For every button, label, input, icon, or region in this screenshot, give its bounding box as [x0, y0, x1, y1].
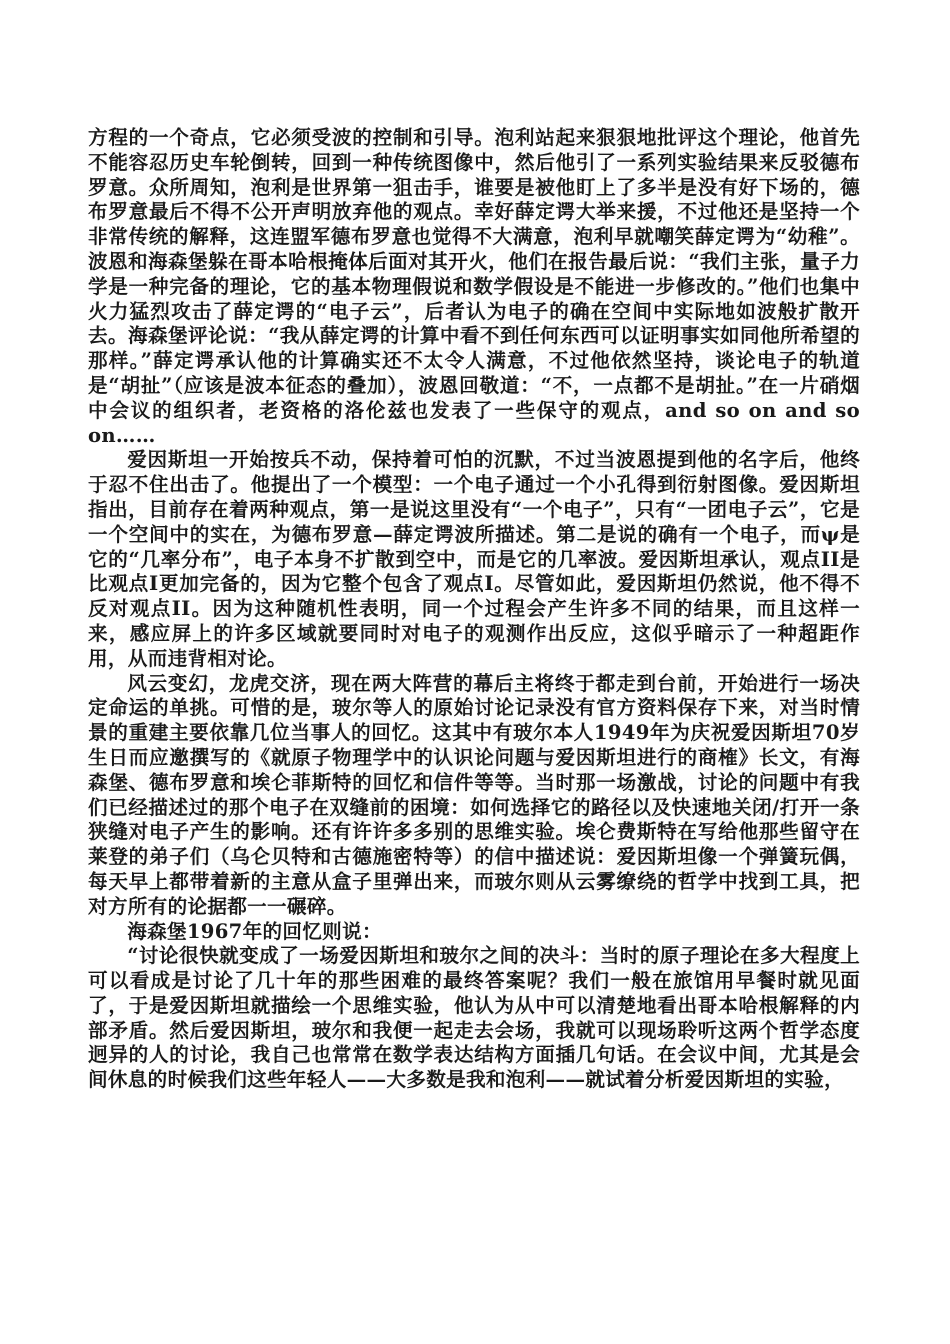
paragraph-1: 方程的一个奇点，它必须受波的控制和引导。泡利站起来狠狠地批评这个理论，他首先不能容忍历史车轮倒转，回到一种传统图像中，然后他引了一系列实验结果来反驳德布罗意。众所周知，泡利是世界第一狙击手，谁要是被他盯上了多半是没有好下场的，德布罗意最后不得不公开声明放弃他的观点。幸好薛定谔大举来援，不过他还是坚持一个非常传统的解释，这连盟军德布罗意也觉得不大满意，泡利早就嘲笑薛定谔为“幼稚”。波恩和海森堡躲在哥本哈根掩体后面对其开火，他们在报告最后说：“我们主张，量子力学是一种完备的理论，它的基本物理假说和数学假设是不能进一步修改的。”他们也集中火力猛烈攻击了薛定谔的“电子云”，后者认为电子的确在空间中实际地如波般扩散开去。海森堡评论说：“我从薛定谔的计算中看不到任何东西可以证明事实如同他所希望的那样。”薛定谔承认他的计算确实还不太令人满意，不过他依然坚持，谈论电子的轨道是“胡扯”（应该是波本征态的叠加），波恩回敬道：“不，一点都不是胡扯。”在一片硝烟中会议的组织者，老资格的洛伦兹也发表了一些保守的观点，and so on and so on…… [88, 126, 860, 447]
paragraph-3: 风云变幻，龙虎交济，现在两大阵营的幕后主将终于都走到台前，开始进行一场决定命运的单挑。可惜的是，玻尔等人的原始讨论记录没有官方资料保存下来，对当时情景的重建主要依靠几位当事人的回忆。这其中有玻尔本人1949年为庆祝爱因斯坦70岁生日而应邀撰写的《就原子物理学中的认识论问题与爱因斯坦进行的商榷》长文，有海森堡、德布罗意和埃仑菲斯特的回忆和信件等等。当时那一场激战，讨论的问题中有我们已经描述过的那个电子在双缝前的困境：如何选择它的路径以及快速地关闭/打开一条狭缝对电子产生的影响。还有许许多多别的思维实验。埃仑费斯特在写给他那些留守在莱登的弟子们（乌仑贝特和古德施密特等）的信中描述说：爱因斯坦像一个弹簧玩偶，每天早上都带着新的主意从盒子里弹出来，而玻尔则从云雾缭绕的哲学中找到工具，把对方所有的论据都一一碾碎。 [88, 671, 860, 918]
paragraph-4: 海森堡1967年的回忆则说： [127, 919, 382, 943]
document-page [88, 126, 860, 1093]
paragraph-2: 爱因斯坦一开始按兵不动，保持着可怕的沉默，不过当波恩提到他的名字后，他终于忍不住出击了。他提出了一个模型：一个电子通过一个小孔得到衍射图像。爱因斯坦指出，目前存在着两种观点，第一是说这里没有“一个电子”，只有“一团电子云”，它是一个空间中的实在，为德布罗意—薛定谔波所描述。第二是说的确有一个电子，而ψ是它的“几率分布”，电子本身不扩散到空中，而是它的几率波。爱因斯坦承认，观点II是比观点I更加完备的，因为它整个包含了观点I。尽管如此，爱因斯坦仍然说，他不得不反对观点II。因为这种随机性表明，同一个过程会产生许多不同的结果，而且这样一来，感应屏上的许多区域就要同时对电子的观测作出反应，这似乎暗示了一种超距作用，从而违背相对论。 [88, 448, 860, 670]
paragraph-5: “讨论很快就变成了一场爱因斯坦和玻尔之间的决斗：当时的原子理论在多大程度上可以看成是讨论了几十年的那些困难的最终答案呢？我们一般在旅馆用早餐时就见面了，于是爱因斯坦就描绘一个思维实验，他认为从中可以清楚地看出哥本哈根解释的内部矛盾。然后爱因斯坦，玻尔和我便一起走去会场，我就可以现场聆听这两个哲学态度迥异的人的讨论，我自己也常常在数学表达结构方面插几句话。在会议中间，尤其是会间休息的时候我们这些年轻人——大多数是我和泡利——就试着分析爱因斯坦的实验， [88, 944, 860, 1092]
